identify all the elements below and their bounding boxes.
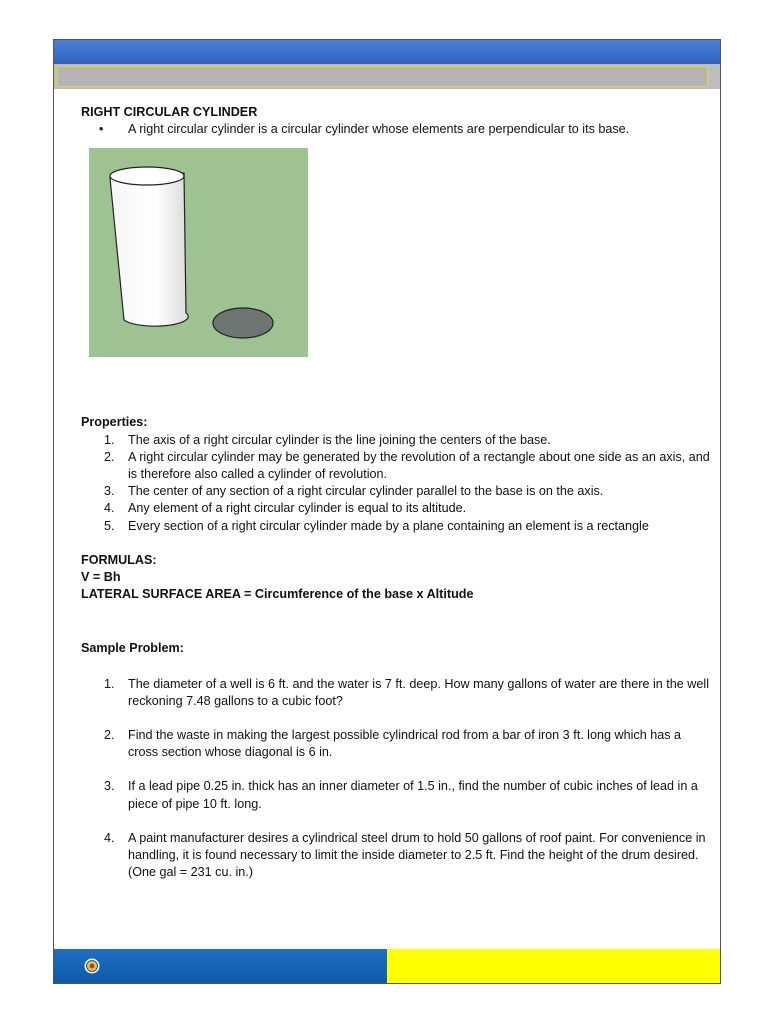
definition-bullet [81, 121, 711, 138]
list-text: A paint manufacturer desires a cylindrical steel drum to hold 50 gallons of roof paint. For convenience in handling, it is found necessary to limit the inside diameter to 2.5 ft. Find the height of the drum desired. (One gal = 231 cu. in.) [128, 830, 706, 880]
list-text: If a lead pipe 0.25 in. thick has an inner diameter of 1.5 in., find the number of cubic inches of lead in a piece of pipe 10 ft. long. [128, 779, 698, 811]
footer-yellow [387, 949, 720, 983]
list-number: 3. [104, 484, 115, 499]
list-text: The diameter of a well is 6 ft. and the water is 7 ft. deep. How many gallons of water are there in the well reckoning 7.48 gallons to a cubic foot? [128, 676, 710, 708]
properties-list [81, 432, 711, 535]
bullet-icon: • [99, 122, 104, 137]
list-number: 4. [104, 830, 115, 845]
list-number: 2. [104, 728, 115, 743]
list-number: 1. [104, 676, 115, 691]
header-title-box [57, 66, 708, 87]
list-item [81, 483, 711, 500]
list-item [81, 830, 711, 882]
volume-formula: V = Bh [81, 570, 121, 585]
list-text: The center of any section of a right circular cylinder parallel to the base is on the axis. [128, 484, 604, 499]
seal-logo-icon [84, 958, 100, 974]
cylinder-top [110, 167, 184, 185]
list-number: 5. [104, 518, 115, 533]
cylinder-body [110, 173, 188, 326]
list-item [81, 727, 711, 761]
sample-problems-list [81, 676, 711, 882]
list-number: 3. [104, 779, 115, 794]
list-number: 2. [104, 449, 115, 464]
formulas-heading: FORMULAS: [81, 552, 157, 567]
list-item [81, 676, 711, 710]
list-text: Any element of a right circular cylinder is equal to its altitude. [128, 501, 467, 516]
list-text: Find the waste in making the largest possible cylindrical rod from a bar of iron 3 ft. long which has a cross section whose diagonal is 6 in. [128, 728, 681, 760]
cylinder-figure [89, 148, 308, 357]
footer-bar [54, 949, 720, 983]
list-item [81, 432, 711, 449]
document-content [81, 104, 711, 881]
list-text: The axis of a right circular cylinder is the line joining the centers of the base. [128, 432, 551, 447]
document-page [53, 39, 721, 984]
footer-blue [54, 949, 387, 983]
list-text: A right circular cylinder may be generated by the revolution of a rectangle about one side as an axis, and is therefore also called a cylinder of revolution. [128, 449, 710, 482]
header-gray-bar [54, 64, 720, 89]
header-blue-bar [54, 40, 720, 64]
definition-text: A right circular cylinder is a circular cylinder whose elements are perpendicular to its base. [128, 122, 630, 137]
list-item [81, 778, 711, 812]
sample-heading: Sample Problem: [81, 641, 184, 656]
list-item [81, 518, 711, 535]
list-number: 1. [104, 432, 115, 447]
lateral-area-formula: LATERAL SURFACE AREA = Circumference of the base x Altitude [81, 587, 474, 602]
properties-heading: Properties: [81, 415, 148, 430]
list-item [81, 500, 711, 517]
list-number: 4. [104, 501, 115, 516]
list-text: Every section of a right circular cylinder made by a plane containing an element is a rectangle [128, 518, 649, 533]
base-ellipse [213, 308, 273, 338]
cylinder-illustration [89, 148, 308, 357]
list-item [81, 449, 711, 483]
section-heading: RIGHT CIRCULAR CYLINDER [81, 105, 258, 119]
